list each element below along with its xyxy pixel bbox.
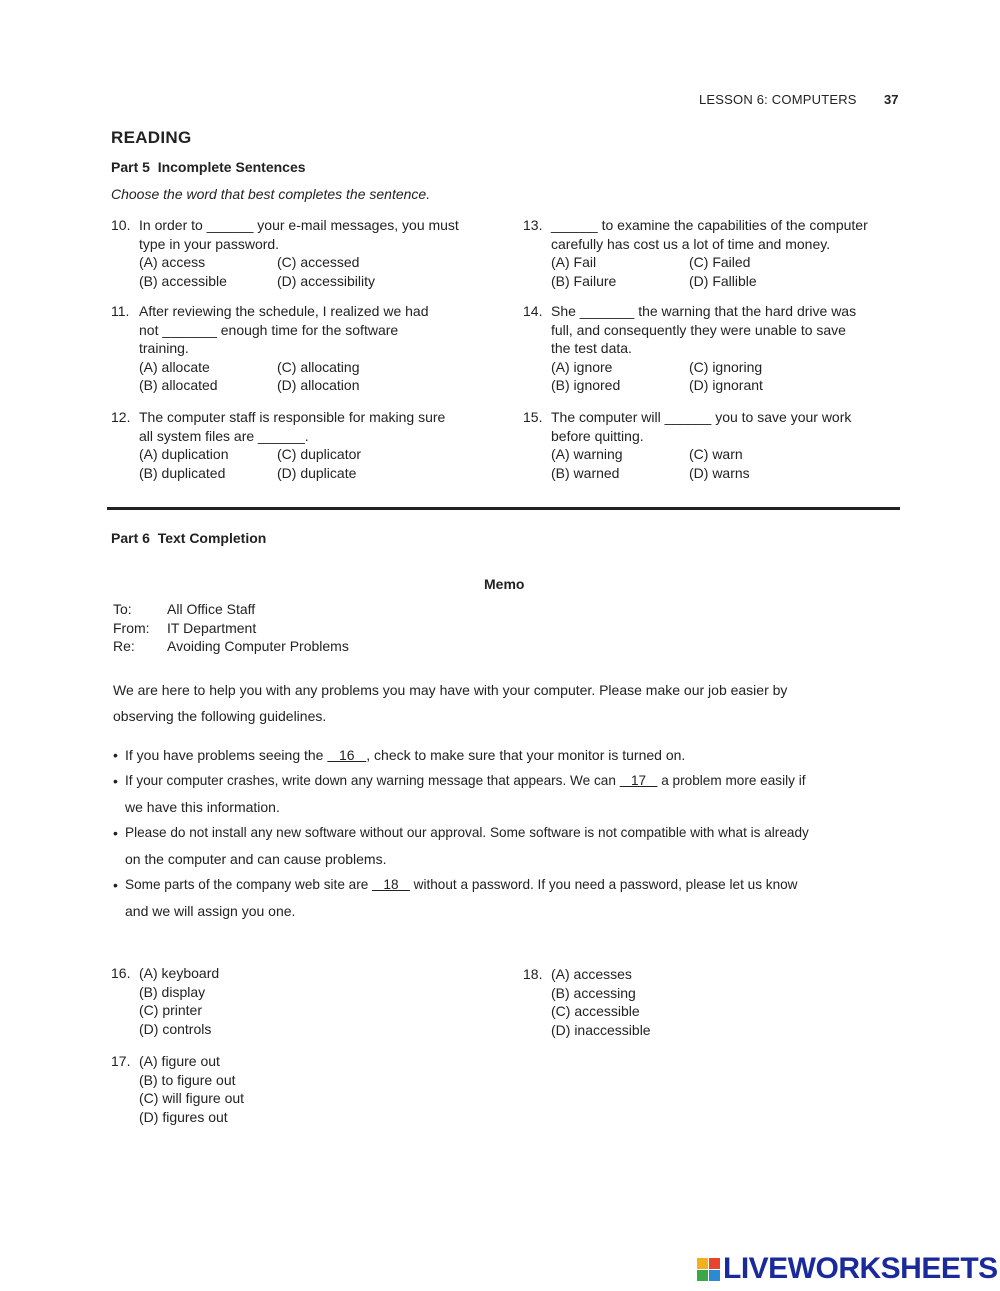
question-number: 13. bbox=[523, 217, 543, 233]
question-line: ______ to examine the capabilities of the computer bbox=[551, 217, 868, 233]
memo-from-label: From: bbox=[113, 619, 150, 636]
question-number: 15. bbox=[523, 409, 543, 425]
memo-re: Avoiding Computer Problems bbox=[167, 638, 349, 654]
bullet-dot: • bbox=[113, 747, 118, 763]
option[interactable]: (B) display bbox=[139, 983, 206, 1000]
option[interactable]: (B) Failure bbox=[551, 272, 617, 289]
part6-title: Part 6 Text Completion bbox=[111, 530, 267, 546]
answer-16 bbox=[111, 964, 361, 1040]
option[interactable]: (A) duplication bbox=[139, 446, 229, 462]
option[interactable]: (C) printer bbox=[139, 1002, 203, 1018]
bullet-dot: • bbox=[113, 825, 118, 841]
bullet-text: Some parts of the company web site are bbox=[125, 877, 373, 892]
option[interactable]: (C) allocating bbox=[277, 358, 360, 375]
option[interactable]: (C) duplicator bbox=[277, 446, 362, 462]
part5-instruction: Choose the word that best completes the sentence. bbox=[111, 186, 431, 202]
bullet-text: If your computer crashes, write down any warning message that appears. We can bbox=[125, 773, 620, 788]
question-number: 14. bbox=[523, 303, 543, 319]
bullet-text: and we will assign you one. bbox=[125, 903, 296, 919]
blank-18[interactable]: 18 bbox=[372, 877, 410, 892]
bullet-text: a problem more easily if bbox=[657, 773, 806, 788]
option[interactable]: (A) figure out bbox=[139, 1053, 220, 1069]
memo-bullet-2 bbox=[113, 768, 913, 820]
bullet-text: Please do not install any new software without our approval. Some software is not compatible with what is already bbox=[125, 825, 809, 840]
answer-number: 17. bbox=[111, 1053, 131, 1069]
part5-title: Part 5 Incomplete Sentences bbox=[111, 159, 306, 175]
option[interactable]: (C) accessible bbox=[551, 1003, 640, 1019]
question-line: type in your password. bbox=[139, 235, 280, 252]
option[interactable]: (D) inaccessible bbox=[551, 1021, 651, 1038]
question-line: training. bbox=[139, 340, 189, 356]
option[interactable]: (A) keyboard bbox=[139, 965, 220, 981]
option[interactable]: (C) accessed bbox=[277, 254, 360, 270]
bullet-text: , check to make sure that your monitor is turned on. bbox=[366, 747, 686, 763]
question-line: In order to ______ your e-mail messages, you must bbox=[139, 217, 459, 233]
question-line: The computer staff is responsible for making sure bbox=[139, 409, 446, 425]
answer-17 bbox=[111, 1052, 361, 1128]
option[interactable]: (B) allocated bbox=[139, 377, 218, 393]
memo-bullet-4 bbox=[113, 872, 913, 924]
question-line: After reviewing the schedule, I realized we had bbox=[139, 303, 429, 319]
option[interactable]: (D) controls bbox=[139, 1020, 212, 1037]
memo-title: Memo bbox=[484, 576, 525, 592]
option[interactable]: (B) to figure out bbox=[139, 1071, 236, 1088]
option[interactable]: (D) allocation bbox=[277, 377, 360, 393]
lesson-header: LESSON 6: COMPUTERS bbox=[699, 92, 857, 107]
question-number: 12. bbox=[111, 409, 131, 425]
question-line: before quitting. bbox=[551, 427, 644, 444]
section-divider bbox=[107, 507, 900, 510]
memo-to: All Office Staff bbox=[167, 601, 256, 617]
answer-number: 18. bbox=[523, 966, 543, 982]
option[interactable]: (D) duplicate bbox=[277, 464, 357, 481]
question-line: the test data. bbox=[551, 340, 632, 356]
memo-re-label: Re: bbox=[113, 638, 135, 654]
memo-to-label: To: bbox=[113, 601, 132, 617]
option[interactable]: (D) figures out bbox=[139, 1108, 228, 1125]
question-line: full, and consequently they were unable to save bbox=[551, 321, 846, 338]
memo-header bbox=[113, 600, 349, 656]
option[interactable]: (A) warning bbox=[551, 446, 623, 462]
bullet-dot: • bbox=[113, 877, 118, 893]
option[interactable]: (C) will figure out bbox=[139, 1090, 245, 1106]
option[interactable]: (A) ignore bbox=[551, 358, 613, 375]
question-15 bbox=[523, 408, 913, 488]
option[interactable]: (B) duplicated bbox=[139, 464, 226, 481]
memo-intro-line: We are here to help you with any problems you may have with your computer. Please make our job easier by bbox=[113, 682, 788, 698]
option[interactable]: (D) warns bbox=[689, 464, 750, 481]
question-12 bbox=[111, 408, 501, 488]
question-line: not _______ enough time for the software bbox=[139, 321, 399, 338]
bullet-text: without a password. If you need a password, please let us know bbox=[409, 877, 798, 892]
option[interactable]: (B) accessible bbox=[139, 272, 227, 289]
question-line: all system files are ______. bbox=[139, 427, 309, 444]
option[interactable]: (D) ignorant bbox=[689, 377, 763, 393]
memo-from: IT Department bbox=[167, 619, 257, 636]
question-10 bbox=[111, 216, 501, 296]
question-14 bbox=[523, 302, 913, 402]
option[interactable]: (A) allocate bbox=[139, 358, 210, 375]
question-number: 10. bbox=[111, 217, 131, 233]
blank-16[interactable]: 16 bbox=[327, 747, 367, 763]
question-line: The computer will ______ you to save your work bbox=[551, 409, 852, 425]
question-11 bbox=[111, 302, 501, 402]
option[interactable]: (B) warned bbox=[551, 464, 620, 481]
option[interactable]: (B) accessing bbox=[551, 984, 636, 1001]
logo-text: LIVEWORKSHEETS bbox=[723, 1252, 998, 1285]
answer-18 bbox=[523, 965, 773, 1041]
option[interactable]: (A) access bbox=[139, 254, 206, 270]
option[interactable]: (B) ignored bbox=[551, 377, 621, 393]
bullet-text: If you have problems seeing the bbox=[125, 747, 328, 763]
option[interactable]: (D) accessibility bbox=[277, 272, 376, 289]
bullet-text: we have this information. bbox=[125, 799, 280, 815]
section-title: READING bbox=[111, 128, 192, 147]
page-number: 37 bbox=[884, 92, 899, 107]
question-number: 11. bbox=[111, 303, 130, 319]
option[interactable]: (C) Failed bbox=[689, 254, 751, 270]
question-line: carefully has cost us a lot of time and money. bbox=[551, 235, 831, 252]
option[interactable]: (C) warn bbox=[689, 446, 743, 462]
blank-17[interactable]: 17 bbox=[619, 773, 658, 788]
logo-icon bbox=[697, 1258, 721, 1282]
memo-intro-line: observing the following guidelines. bbox=[113, 708, 327, 724]
memo-bullet-3 bbox=[113, 820, 913, 872]
bullet-dot: • bbox=[113, 773, 118, 789]
question-line: She _______ the warning that the hard drive was bbox=[551, 303, 857, 319]
option[interactable]: (A) accesses bbox=[551, 966, 632, 982]
bullet-text: on the computer and can cause problems. bbox=[125, 851, 387, 867]
option[interactable]: (A) Fail bbox=[551, 254, 597, 270]
question-13 bbox=[523, 216, 913, 296]
answer-number: 16. bbox=[111, 965, 131, 981]
option[interactable]: (C) ignoring bbox=[689, 358, 763, 375]
liveworksheets-logo bbox=[697, 1252, 997, 1288]
memo-intro bbox=[113, 677, 913, 729]
memo-bullet-1 bbox=[113, 742, 913, 768]
option[interactable]: (D) Fallible bbox=[689, 272, 757, 289]
